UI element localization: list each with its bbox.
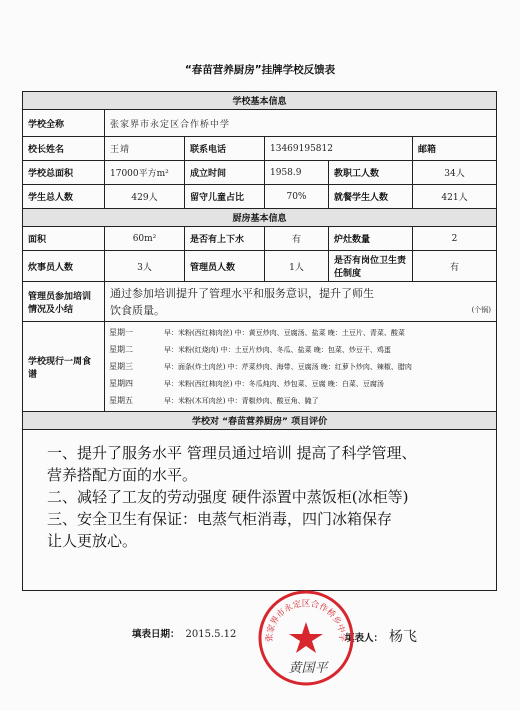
menu-items: 早：米粉(西红柿肉丝) 中：黄豆炒肉、豆腐汤、盐菜 晚：土豆片、青菜、酸菜 xyxy=(164,328,405,337)
stove-label: 炉灶数量 xyxy=(329,227,413,251)
cooks-label: 炊事员人数 xyxy=(23,251,105,282)
evaluation-line: 一、提升了服务水平 管理员通过培训 提高了科学管理、 xyxy=(47,444,417,462)
kitchen-area-value: 60m² xyxy=(105,227,185,251)
seal-star-icon xyxy=(289,622,323,653)
managers-label: 管理员人数 xyxy=(185,251,265,282)
evaluation-text xyxy=(23,430,496,558)
phone-value: 13469195812 xyxy=(265,137,413,161)
menu-day: 星期三 xyxy=(109,362,133,371)
menu-row xyxy=(109,341,492,358)
school-area-label: 学校总面积 xyxy=(23,161,105,185)
hygiene-label: 是否有岗位卫生责任制度 xyxy=(329,251,413,282)
menu-items: 早：米粉(红烧肉) 中：土豆片炒肉、冬瓜、盐菜 晚：包菜、炒豆干、鸡蛋 xyxy=(164,345,391,354)
founded-label: 成立时间 xyxy=(185,161,265,185)
training-line-2-text: 饮食质量。 xyxy=(110,303,165,317)
evaluation-cell xyxy=(23,430,497,591)
staff-value: 34人 xyxy=(413,161,497,185)
training-note: (个锅) xyxy=(471,305,492,314)
school-name-value: 张家界市永定区合作桥中学 xyxy=(105,110,497,137)
date-value: 2015.5.12 xyxy=(185,629,237,640)
menu-day: 星期一 xyxy=(109,328,133,337)
training-value xyxy=(105,282,497,322)
evaluation-line: 三、安全卫生有保证：电蒸气柜消毒，四门冰箱保存 xyxy=(47,510,393,528)
menu-row xyxy=(109,392,492,409)
official-seal xyxy=(256,588,356,688)
filler-value: 杨飞 xyxy=(389,629,418,645)
menu-day: 星期五 xyxy=(109,396,133,405)
menu-day: 星期二 xyxy=(109,345,133,354)
email-label: 邮箱 xyxy=(413,137,497,161)
phone-label: 联系电话 xyxy=(185,137,265,161)
kitchen-area-label: 面积 xyxy=(23,227,105,251)
menu-day: 星期四 xyxy=(109,379,133,388)
filler-label: 填表人： xyxy=(345,633,384,644)
menu-items: 早：米粉(西红柿肉丝) 中：冬瓜炖肉、炒包菜、豆腐 晚：白菜、豆腐汤 xyxy=(164,379,384,388)
leftbehind-value: 70% xyxy=(265,185,329,209)
seal-signature: 黄国平 xyxy=(288,661,328,676)
training-label: 管理员参加培训情况及小结 xyxy=(23,282,105,322)
training-line-2 xyxy=(110,302,491,319)
cooks-value: 3人 xyxy=(105,251,185,282)
date-label: 填表日期： xyxy=(132,629,180,640)
evaluation-line: 让人更放心。 xyxy=(47,532,138,550)
water-label: 是否有上下水 xyxy=(185,227,265,251)
menu-cell xyxy=(105,322,497,412)
principal-label: 校长姓名 xyxy=(23,137,105,161)
school-area-value: 17000平方m² xyxy=(105,161,185,185)
feedback-table xyxy=(22,91,497,591)
water-value: 有 xyxy=(265,227,329,251)
menu-label: 学校现行一周食谱 xyxy=(23,322,105,412)
seal-text: 张家界市永定区合作桥乡中学 xyxy=(264,599,348,643)
staff-label: 教职工人数 xyxy=(329,161,413,185)
menu-list xyxy=(109,324,492,409)
evaluation-line: 二、减轻了工友的劳动强度 硬件添置中蒸饭柜(冰柜等) xyxy=(47,488,409,506)
stove-value: 2 xyxy=(413,227,497,251)
training-line-1: 通过参加培训提升了管理水平和服务意识，提升了师生 xyxy=(110,286,374,300)
managers-value: 1人 xyxy=(265,251,329,282)
menu-items: 早：米粉(木耳肉丝) 中：青椒炒肉、酸豆角、腌了 xyxy=(164,396,319,405)
dining-value: 421人 xyxy=(413,185,497,209)
evaluation-line: 营养搭配方面的水平。 xyxy=(47,466,198,484)
dining-label: 就餐学生人数 xyxy=(329,185,413,209)
menu-row xyxy=(109,358,492,375)
hygiene-value: 有 xyxy=(413,251,497,282)
school-name-label: 学校全称 xyxy=(23,110,105,137)
students-label: 学生总人数 xyxy=(23,185,105,209)
section-eval-header: 学校对 “春苗营养厨房” 项目评价 xyxy=(23,412,497,430)
founded-value: 1958.9 xyxy=(265,161,329,185)
menu-items: 早：面条(炸土肉丝) 中：芹菜炒肉、海带、豆腐汤 晚：红萝卜炒肉、辣椒、腊肉 xyxy=(164,362,412,371)
menu-row xyxy=(109,375,492,392)
principal-value: 王靖 xyxy=(105,137,185,161)
form-title: “春苗营养厨房”挂牌学校反馈表 xyxy=(184,64,336,76)
students-value: 429人 xyxy=(105,185,185,209)
leftbehind-label: 留守儿童占比 xyxy=(185,185,265,209)
section-basic-header: 学校基本信息 xyxy=(23,92,497,110)
section-kitchen-header: 厨房基本信息 xyxy=(23,209,497,227)
footer-date xyxy=(132,626,236,640)
menu-row xyxy=(109,324,492,341)
